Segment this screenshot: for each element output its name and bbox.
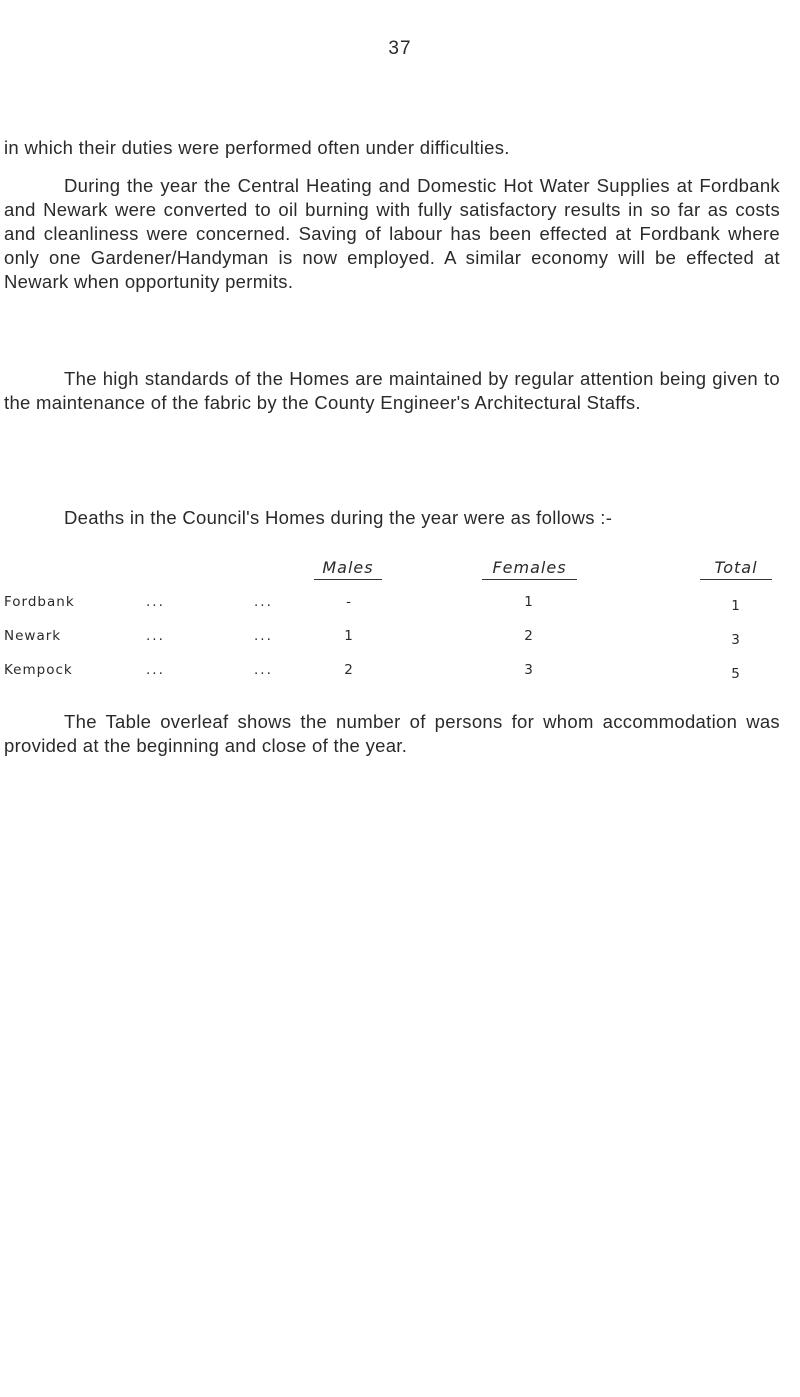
page-number: 37	[388, 38, 412, 59]
paragraph-table-overleaf: The Table overleaf shows the number of persons for whom accommodation was provided at the beginning and close of the year.	[4, 711, 780, 756]
header-females: Females	[482, 558, 577, 580]
home-name: Newark	[4, 628, 62, 644]
paragraph-deaths-intro: Deaths in the Council's Homes during the year were as follows :-	[64, 507, 613, 528]
leader-dots: ...	[146, 662, 165, 678]
home-name: Kempock	[4, 662, 73, 678]
table-row	[4, 662, 780, 684]
females-value: 2	[524, 628, 534, 644]
total-value: 3	[731, 632, 741, 648]
leader-dots: ...	[146, 628, 165, 644]
total-value: 5	[731, 666, 741, 682]
paragraph-duties: in which their duties were performed often under difficulties.	[4, 137, 510, 158]
leader-dots: ...	[146, 594, 165, 610]
table-row	[4, 628, 780, 650]
females-value: 1	[524, 594, 534, 610]
paragraph-standards: The high standards of the Homes are maintained by regular attention being given to the maintenance of the fabric by the County Engineer's Architectural Staffs.	[4, 368, 780, 413]
header-males: Males	[314, 558, 382, 580]
leader-dots: ...	[254, 628, 273, 644]
leader-dots: ...	[254, 662, 273, 678]
males-value: 2	[344, 662, 354, 678]
paragraph-heating-conversion: During the year the Central Heating and Domestic Hot Water Supplies at Fordbank and Newark were converted to oil burning with fully satisfactory results in so far as costs and cleanliness were concerned. Saving of labour has been effected at Fordbank where only one Gardener/Handyman is now employed. A similar economy will be effected at Newark when opportunity permits.	[4, 175, 780, 292]
males-value: 1	[344, 628, 354, 644]
leader-dots: ...	[254, 594, 273, 610]
table-row	[4, 594, 780, 616]
total-value: 1	[731, 598, 741, 614]
males-value: -	[346, 594, 352, 610]
header-total: Total	[700, 558, 772, 580]
home-name: Fordbank	[4, 594, 75, 610]
females-value: 3	[524, 662, 534, 678]
